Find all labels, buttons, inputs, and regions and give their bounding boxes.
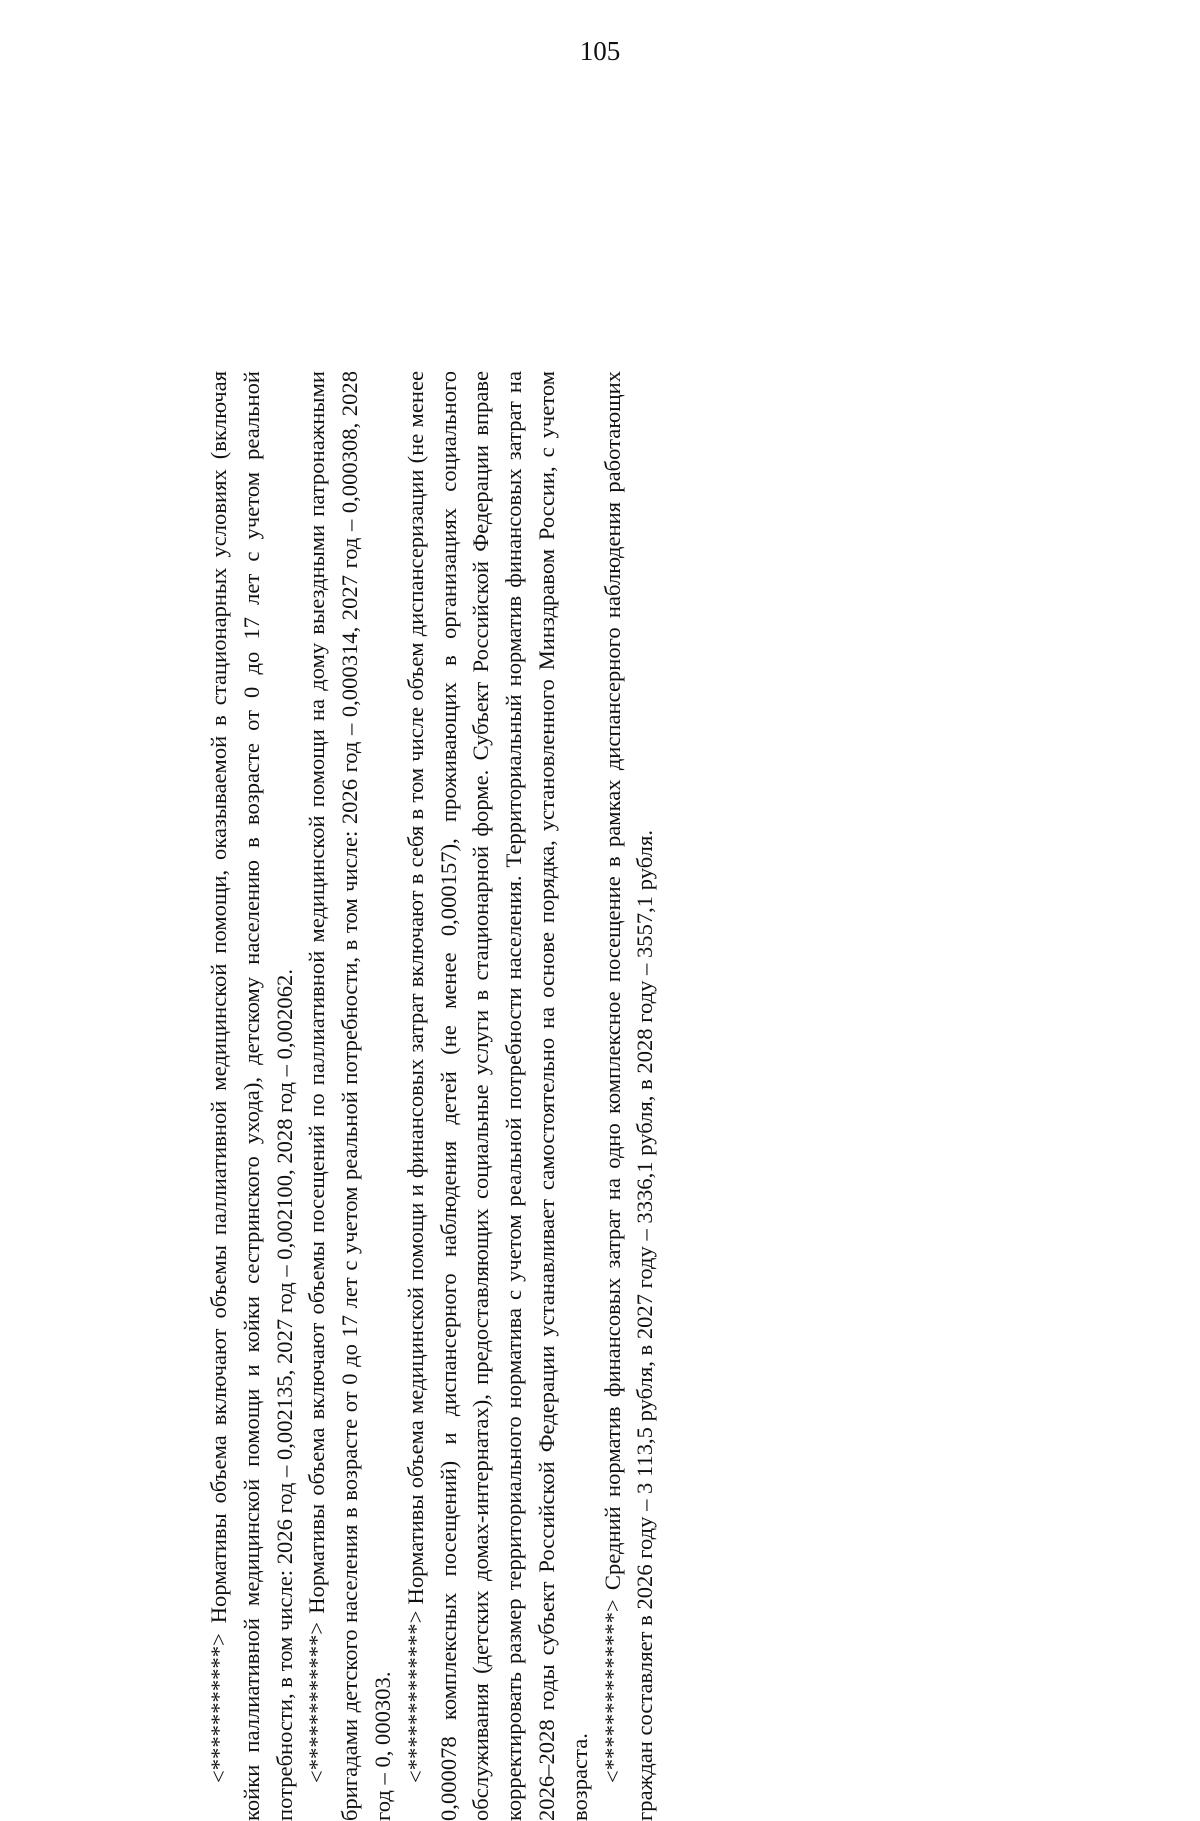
footnote-paragraph: <**************> Средний норматив финансовых затрат на одно комплексное посещение в рамках диспансерного наблюдения работающих граждан составляет в 2026 году – 3 113,5 рубля, в 2027 году – 3336,1 рубля, в 2028 году – 3557,1 рубля. bbox=[599, 371, 658, 1821]
footnote-paragraph: <*************> Нормативы объема медицинской помощи и финансовых затрат включают в себя в том числе объем диспансеризации (не менее 0,000078 комплексных посещений) и диспансерного наблюдения детей (не менее 0,000157), проживающих в организациях социального обслуживания (детских домах-интернатах), предоставляющих социальные услуги в стационарной форме. Субъект Российской Федерации вправе корректировать размер территориального норматива с учетом реальной потребности населения. Территориальный норматив финансовых затрат на 2026–2028 годы субъект Российской Федерации устанавливает самостоятельно на основе порядка, установленного Минздравом России, с учетом возраста. bbox=[402, 371, 592, 1821]
footnote-paragraph: <************> Нормативы объема включают объемы посещений по паллиативной медицинской помощи на дому выездными патронажными бригадами детского населения в возрасте от 0 до 17 лет с учетом реальной потребности, в том числе: 2026 год – 0,000314, 2027 год – 0,000308, 2028 год – 0, 000303. bbox=[304, 371, 395, 1821]
rotated-footnotes-block bbox=[203, 371, 723, 1821]
page-number: 105 bbox=[579, 36, 621, 66]
footnote-paragraph: <***********> Нормативы объема включают объемы паллиативной медицинской помощи, оказываемой в стационарных условиях (включая койки паллиативной медицинской помощи и койки сестринского ухода), детскому населению в возрасте от 0 до 17 лет с учетом реальной потребности, в том числе: 2026 год – 0,002135, 2027 год – 0,002100, 2028 год – 0,002062. bbox=[206, 371, 297, 1821]
